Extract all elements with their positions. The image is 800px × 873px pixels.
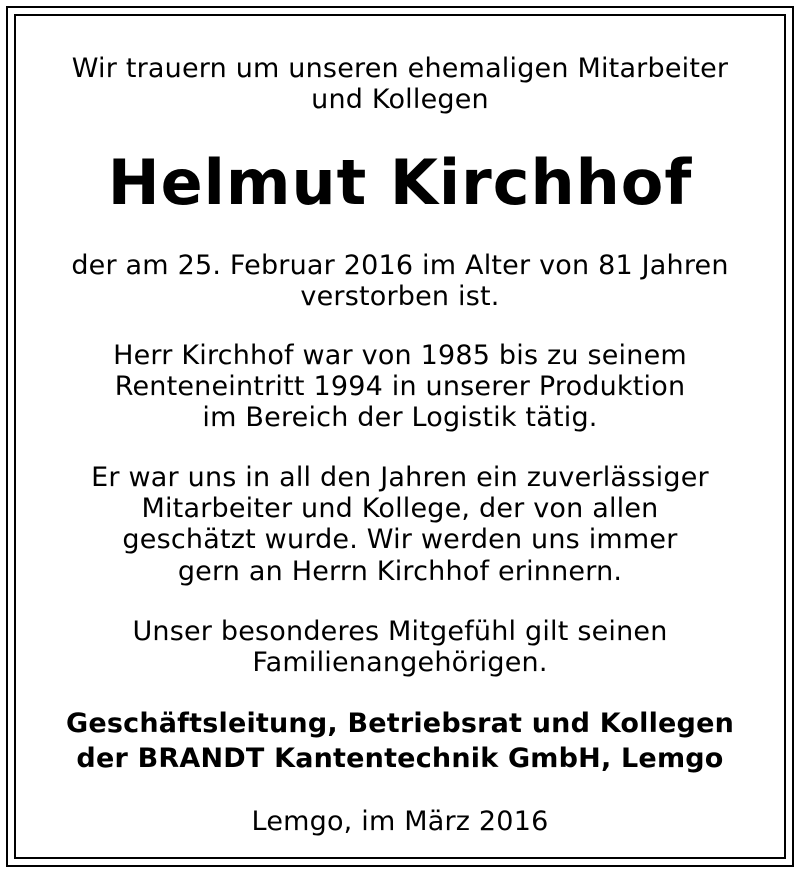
career-line-1: Herr Kirchhof war von 1985 bis zu seinem: [113, 340, 687, 371]
signature-line-2: der BRANDT Kantentechnik GmbH, Lemgo: [76, 743, 724, 774]
career-line-2: Renteneintritt 1994 in unserer Produktion: [114, 371, 686, 402]
tribute-line-4: gern an Herrn Kirchhof erinnern.: [177, 556, 623, 587]
tribute-line-1: Er war uns in all den Jahren ein zuverlässiger: [91, 462, 709, 493]
career-line-3: im Bereich der Logistik tätig.: [202, 402, 598, 433]
condolence-line-1: Unser besonderes Mitgefühl gilt seinen: [132, 616, 668, 647]
intro-line-2: und Kollegen: [311, 84, 489, 115]
deceased-name: Helmut Kirchhof: [107, 146, 693, 219]
intro-line-1: Wir trauern um unseren ehemaligen Mitarbeiter: [71, 53, 729, 84]
tribute-line-2: Mitarbeiter und Kollege, der von allen: [141, 493, 659, 524]
tribute-line-3: geschätzt wurde. Wir werden uns immer: [122, 524, 678, 555]
place-date: Lemgo, im März 2016: [251, 806, 549, 837]
condolence-line-2: Familienangehörigen.: [252, 647, 548, 678]
death-line-1: der am 25. Februar 2016 im Alter von 81 Jahren: [71, 250, 729, 281]
signature-line-1: Geschäftsleitung, Betriebsrat und Kollegen: [65, 708, 735, 739]
death-line-2: verstorben ist.: [300, 281, 500, 312]
